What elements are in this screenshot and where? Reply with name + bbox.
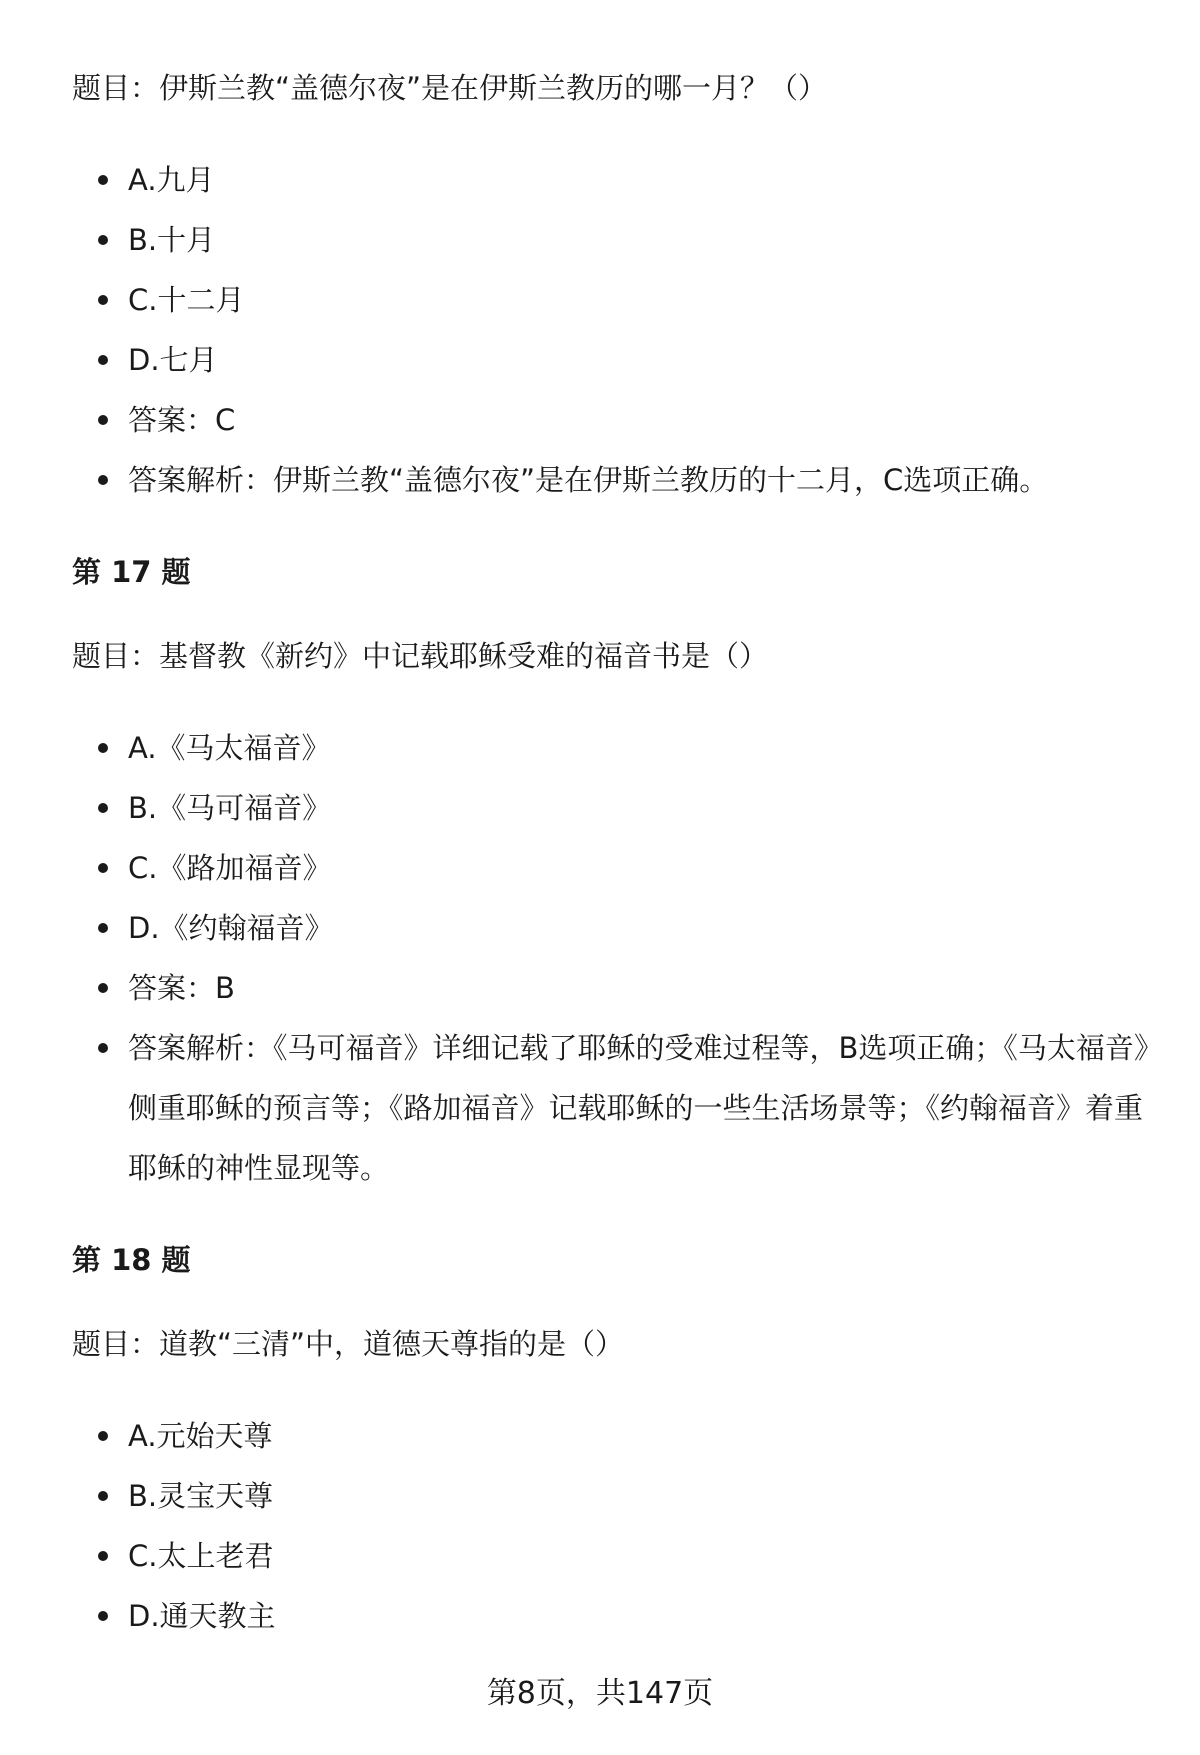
option-d: D.七月 <box>72 330 1152 390</box>
question-17-heading: 第 17 题 <box>72 555 191 589</box>
answer: 答案：B <box>72 958 1152 1018</box>
option-c: C.十二月 <box>72 270 1152 330</box>
question-17-stem: 题目：基督教《新约》中记载耶稣受难的福音书是（） <box>72 639 769 673</box>
answer: 答案：C <box>72 390 1152 450</box>
option-d: D.《约翰福音》 <box>72 898 1152 958</box>
option-b: B.十月 <box>72 210 1152 270</box>
question-17-options <box>72 718 1152 1198</box>
option-a: A.元始天尊 <box>72 1406 1152 1466</box>
question-18-stem: 题目：道教“三清”中，道德天尊指的是（） <box>72 1327 625 1361</box>
page-number-footer: 第8页，共147页 <box>486 1676 714 1711</box>
option-a: A.《马太福音》 <box>72 718 1152 778</box>
option-b: B.灵宝天尊 <box>72 1466 1152 1526</box>
answer-analysis: 答案解析：伊斯兰教“盖德尔夜”是在伊斯兰教历的十二月，C选项正确。 <box>72 450 1152 510</box>
question-16-stem: 题目：伊斯兰教“盖德尔夜”是在伊斯兰教历的哪一月？（） <box>72 71 828 105</box>
option-c: C.《路加福音》 <box>72 838 1152 898</box>
question-16-options <box>72 150 1152 510</box>
option-d: D.通天教主 <box>72 1586 1152 1646</box>
question-18-heading: 第 18 题 <box>72 1243 191 1277</box>
document-page <box>72 66 1152 1686</box>
question-18-options <box>72 1406 1152 1646</box>
option-b: B.《马可福音》 <box>72 778 1152 838</box>
option-c: C.太上老君 <box>72 1526 1152 1586</box>
answer-analysis: 答案解析：《马可福音》详细记载了耶稣的受难过程等，B选项正确；《马太福音》侧重耶稣的预言等；《路加福音》记载耶稣的一些生活场景等；《约翰福音》着重耶稣的神性显现等。 <box>72 1018 1152 1198</box>
option-a: A.九月 <box>72 150 1152 210</box>
